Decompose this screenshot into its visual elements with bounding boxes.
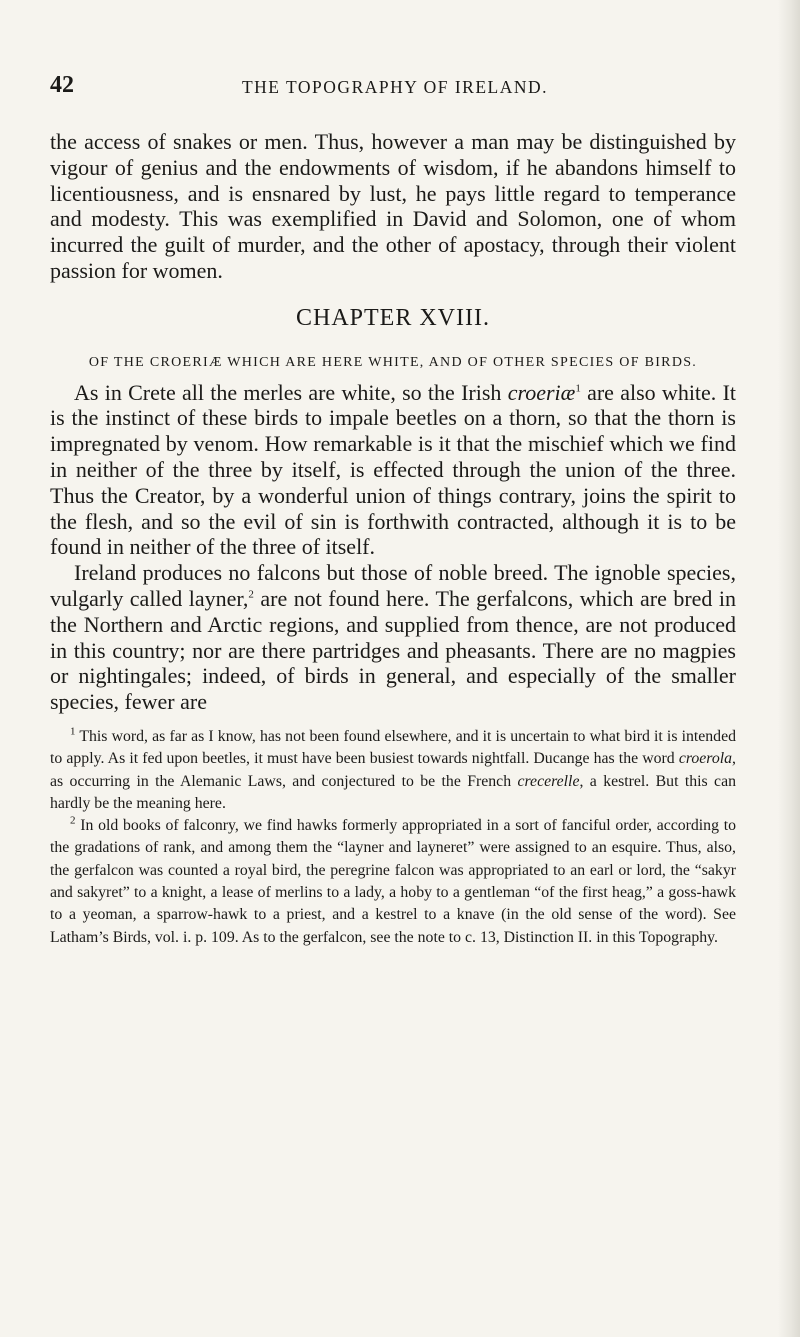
page-edge-shadow (778, 0, 800, 1337)
footnote-text: , a kestrel. But this can hardly be the meaning here. (50, 772, 736, 812)
footnote-text: In old books of falconry, we find hawks formerly appropriated in a sort of fanciful order, according to the gradations of rank, and among them the “layner and layneret” were assigned to an esquire. Thus, also, the gerfalcon was counted a royal bird, the peregrine falcon was appropriated to an earl or lord, the “sakyr and sakyret” to a knight, a lease of merlins to a lady, a hoby to a gentleman “of the first heag,” a goss-hawk to a yeoman, a sparrow-hawk to a priest, and a kestrel to a knave (in the old sense of the word). See Latham’s Birds, vol. i. p. 109. As to the gerfalcon, see the note to c. 13, Distinction II. in this Topography. (50, 817, 736, 946)
paragraph-falcons (50, 560, 736, 715)
paragraph-text: are also white. It is the instinct of these birds to impale beetles on a thorn, so that the thorn is impregnated by venom. How remarkable is it that the mischief which we find in neither of the three by itself, is effected through the union of the three. Thus the Creator, by a wonderful union of things contrary, joins the spirit to the flesh, and so the evil of sin is forthwith contracted, although it is to be found in neither of the three of itself. (50, 379, 737, 560)
paragraph-text: Ireland produces no falcons but those of noble breed. The ignoble species, vulgarly called layner, (50, 560, 736, 611)
page-number: 42 (50, 72, 74, 98)
footnote-ref-2: 2 (248, 588, 254, 601)
footnote-ref-1: 1 (575, 382, 581, 395)
italic-term: croerola (678, 750, 733, 768)
chapter-subtitle: OF THE CROERIÆ WHICH ARE HERE WHITE, AND OF OTHER SPECIES OF BIRDS. (88, 354, 698, 370)
footnote-marker: 1 (70, 725, 76, 738)
footnote-1 (50, 726, 736, 815)
footnote-2 (50, 815, 736, 949)
running-head: THE TOPOGRAPHY OF IRELAND. (241, 77, 549, 97)
footnote-text: This word, as far as I know, has not been found elsewhere, and it is uncertain to what bird it is intended to apply. As it fed upon beetles, it must have been busiest towards nightfall. Ducange has the word (50, 727, 736, 768)
italic-term: croeriæ (507, 379, 576, 405)
paragraph-croeriae (50, 380, 736, 561)
paragraph-text: are not found here. The gerfalcons, which are bred in the Northern and Arctic regions, and supplied from thence, are not produced in this country; nor are there partridges and pheasants. There are no magpies or nightingales; indeed, of birds in general, and especially of the smaller species, fewer are (50, 585, 737, 715)
footnote-text: , as occurring in the Alemanic Laws, and conjectured to be the French (50, 750, 736, 790)
paragraph-text: As in Crete all the merles are white, so the Irish (74, 379, 502, 405)
continuation-paragraph: the access of snakes or men. Thus, however a man may be distinguished by vigour of genius and the endowments of wisdom, if he abandons himself to licentiousness, and is ensnared by lust, he pays little regard to temperance and modesty. This was exemplified in David and Solomon, one of whom incurred the guilt of murder, and the other of apostacy, through their violent passion for women. (50, 129, 736, 283)
footnote-marker: 2 (70, 814, 76, 827)
footnotes (50, 726, 736, 949)
chapter-title: CHAPTER XVIII. (296, 304, 490, 331)
italic-term: crecerelle (517, 772, 580, 790)
main-text (50, 129, 736, 949)
page-header (50, 72, 740, 102)
